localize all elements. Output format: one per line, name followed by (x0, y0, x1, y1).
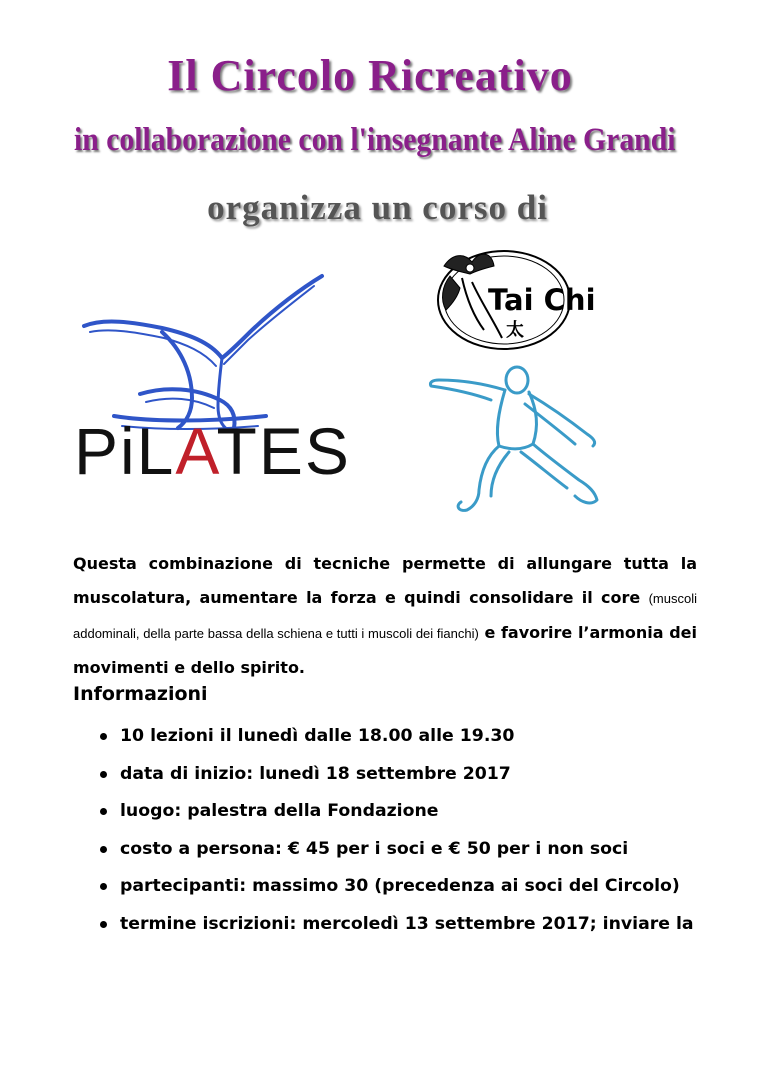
bullet-icon (100, 921, 107, 928)
description-note: (muscoli addominali, della parte bassa della schiena e tutti i muscoli dei fianchi) (73, 591, 697, 641)
taichi-character: 太 (506, 320, 524, 341)
description-end: e favorire l’armonia dei movimenti e dello spirito. (73, 623, 697, 677)
taichi-logo-text: Tai Chi (488, 283, 596, 317)
info-item-lessons: 10 lezioni il lunedì dalle 18.00 alle 19.30 (100, 718, 694, 756)
bullet-icon (100, 771, 107, 778)
info-item-deadline: termine iscrizioni: mercoledì 13 settembre 2017; inviare la (100, 906, 694, 944)
subtitle-collaboration: in collaborazione con l'insegnante Aline Grandi (74, 122, 676, 158)
bullet-icon (100, 733, 107, 740)
bullet-icon (100, 846, 107, 853)
info-item-participants: partecipanti: massimo 30 (precedenza ai soci del Circolo) (100, 868, 694, 906)
info-list (100, 718, 694, 943)
bullet-icon (100, 808, 107, 815)
subtitle-organizza: organizza un corso di (207, 188, 548, 227)
taichi-figure-icon (425, 360, 605, 515)
info-heading: Informazioni (73, 683, 208, 705)
info-item-start-date: data di inizio: lunedì 18 settembre 2017 (100, 756, 694, 794)
info-item-location: luogo: palestra della Fondazione (100, 793, 694, 831)
bullet-icon (100, 883, 107, 890)
info-item-cost: costo a persona: € 45 per i soci e € 50 per i non soci (100, 831, 694, 869)
course-description (73, 547, 697, 685)
pilates-logo-text: PiLATES (74, 414, 351, 488)
page-title: Il Circolo Ricreativo (167, 51, 573, 100)
description-main: Questa combinazione di tecniche permette di allungare tutta la muscolatura, aumentare la forza e quindi consolidare il core (73, 554, 697, 607)
